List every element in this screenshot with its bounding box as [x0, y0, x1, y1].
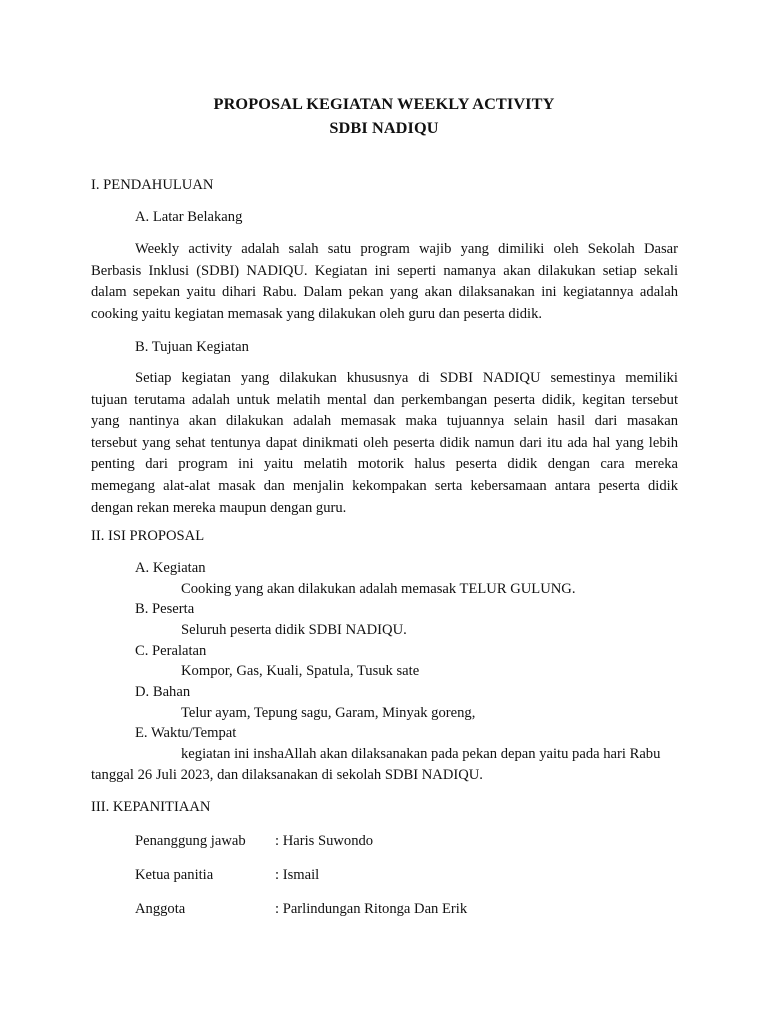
paragraph-line: tersebut yang sehat tentunya dapat dinikmati oleh peserta didik namun dari itu ada hal yang lebih: [91, 434, 678, 451]
paragraph-line: dengan rekan mereka maupun dengan guru.: [91, 499, 347, 516]
item-d-label: D. Bahan: [135, 684, 191, 700]
item-a-label: A. Kegiatan: [135, 560, 206, 576]
item-e-continuation: tanggal 26 Juli 2023, dan dilaksanakan di sekolah SDBI NADIQU.: [91, 767, 483, 783]
item-e-detail: kegiatan ini inshaAllah akan dilaksanakan pada pekan depan yaitu pada hari Rabu: [181, 746, 661, 762]
paragraph-line: yang nantinya akan dilakukan adalah memasak maka tujuannya selain hasil dari masakan: [91, 413, 678, 430]
section-1-heading: I. PENDAHULUAN: [91, 177, 214, 193]
paragraph-line: Setiap kegiatan yang dilakukan khususnya di SDBI NADIQU semestinya memiliki: [135, 370, 678, 386]
subsection-a-heading: A. Latar Belakang: [135, 209, 243, 225]
title-line-2: SDBI NADIQU: [329, 118, 439, 137]
item-a-detail: Cooking yang akan dilakukan adalah memasak TELUR GULUNG.: [181, 581, 576, 597]
paragraph-line: penting dari program ini yaitu melatih motorik halus peserta didik dengan cara mereka: [91, 456, 678, 473]
section-2-heading: II. ISI PROPOSAL: [91, 528, 205, 544]
item-b-label: B. Peserta: [135, 601, 195, 617]
subsection-b-heading: B. Tujuan Kegiatan: [135, 339, 249, 355]
committee-role: Anggota: [135, 901, 186, 917]
paragraph-line: memegang alat-alat masak dan menjalin kekompakan serta kebersamaan antara peserta didik: [91, 477, 678, 494]
tujuan-paragraph: [91, 368, 678, 519]
item-d-detail: Telur ayam, Tepung sagu, Garam, Minyak goreng,: [181, 705, 476, 721]
section-3-heading: III. KEPANITIAAN: [91, 799, 211, 815]
paragraph-line: tujuan terutama adalah untuk melatih mental dan perkembangan peserta didik, kegitan tersebut: [91, 391, 678, 408]
latar-belakang-paragraph: [91, 239, 678, 325]
committee-name: : Haris Suwondo: [275, 833, 374, 849]
committee-name: : Ismail: [275, 867, 320, 883]
paragraph-line: Weekly activity adalah salah satu program wajib yang dimiliki oleh Sekolah Dasar: [135, 241, 678, 257]
item-e-label: E. Waktu/Tempat: [135, 725, 237, 741]
item-c-detail: Kompor, Gas, Kuali, Spatula, Tusuk sate: [181, 663, 420, 679]
paragraph-line: dalam sepekan yaitu dihari Rabu. Dalam pekan yang akan dilaksanakan ini kegiatannya adalah: [91, 284, 678, 301]
paragraph-line: cooking yaitu kegiatan memasak yang dilakukan oleh guru dan peserta didik.: [91, 305, 543, 322]
committee-role: Ketua panitia: [135, 867, 214, 883]
paragraph-line: Berbasis Inklusi (SDBI) NADIQU. Kegiatan ini seperti namanya akan dilakukan setiap sekali: [91, 262, 678, 279]
item-b-detail: Seluruh peserta didik SDBI NADIQU.: [181, 622, 407, 638]
item-c-label: C. Peralatan: [135, 643, 207, 659]
committee-role: Penanggung jawab: [135, 833, 246, 849]
title-line-1: PROPOSAL KEGIATAN WEEKLY ACTIVITY: [213, 94, 555, 113]
committee-name: : Parlindungan Ritonga Dan Erik: [275, 901, 468, 917]
